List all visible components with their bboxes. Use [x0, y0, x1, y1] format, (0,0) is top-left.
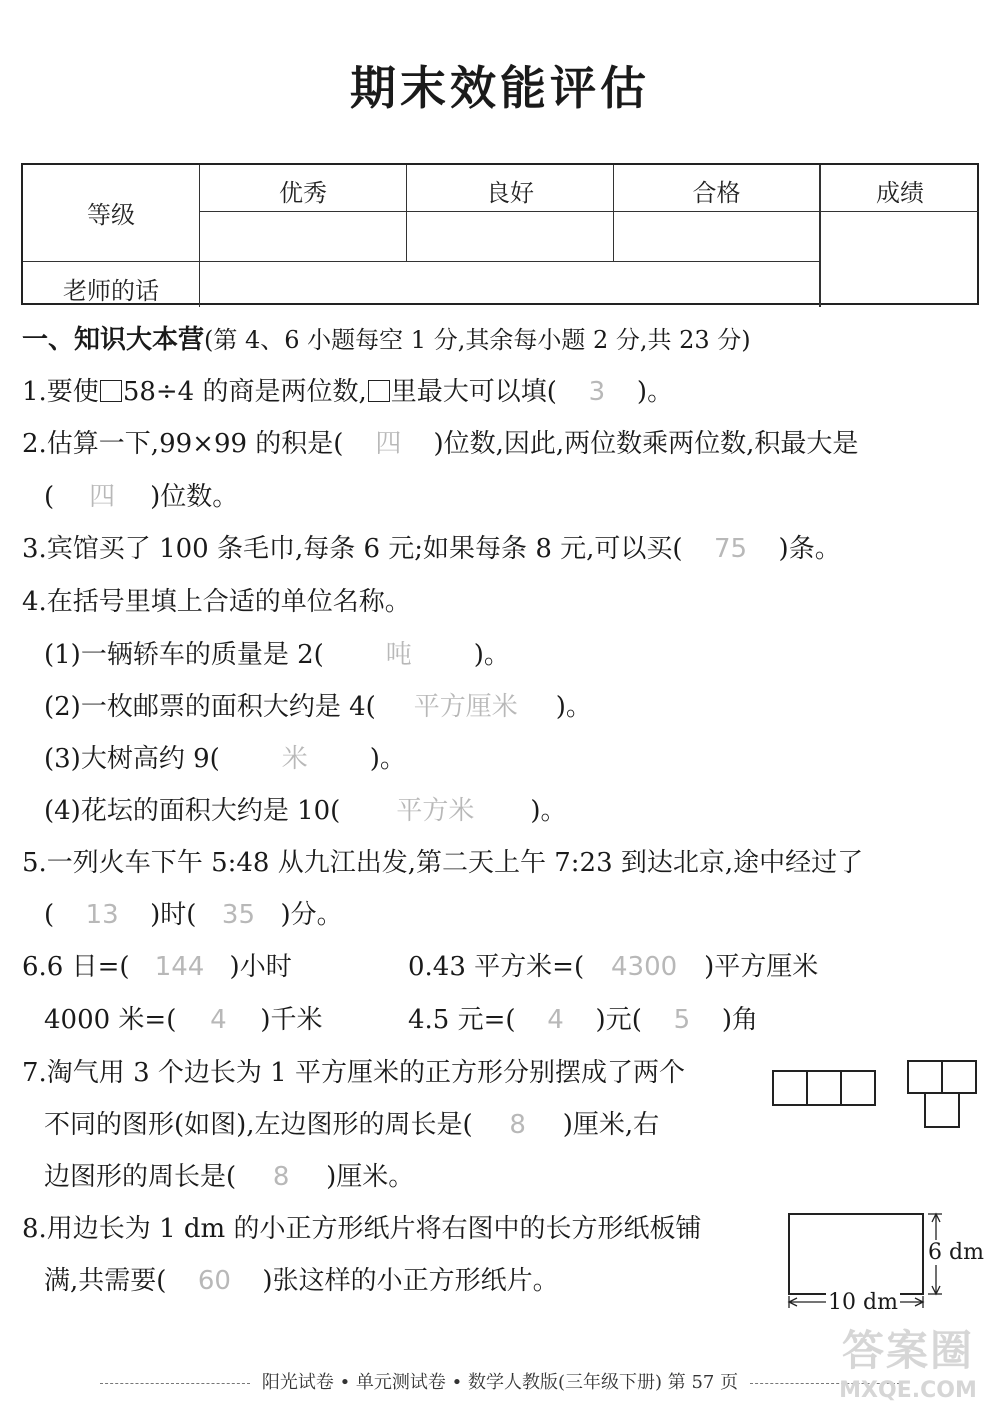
watermark-logo: 答案圈 MXQE.COM — [839, 1326, 977, 1403]
answer-q7-right: 8 — [272, 1162, 290, 1192]
page-title: 期末效能评估 — [350, 61, 650, 115]
question-4: 4.在括号里填上合适的单位名称。 — [22, 587, 411, 617]
answer-q6-2: 4300 — [611, 952, 678, 982]
answer-q2-1: 四 — [375, 429, 402, 459]
question-2-line-2: ( 四 )位数。 — [44, 482, 239, 512]
blank-box-icon — [368, 380, 390, 402]
question-7-line-3: 边图形的周长是( 8 )厘米。 — [44, 1162, 415, 1192]
question-6-line-1: 6.6 日=( 144 )小时 — [22, 952, 292, 982]
question-5-line-1: 5.一列火车下午 5:48 从九江出发,第二天上午 7:23 到达北京,途中经过了 — [22, 848, 864, 878]
answer-q1: 3 — [588, 377, 606, 407]
question-2-line-1: 2.估算一下,99×99 的积是( 四 )位数,因此,两位数乘两位数,积最大是 — [22, 429, 859, 459]
question-4-1: (1)一辆轿车的质量是 2( 吨 )。 — [44, 640, 510, 670]
question-3: 3.宾馆买了 100 条毛巾,每条 6 元;如果每条 8 元,可以买( 75 )条。 — [22, 534, 841, 564]
answer-q5-hours: 13 — [85, 900, 119, 930]
answer-q6-3: 4 — [210, 1005, 227, 1035]
l-shape-squares-figure — [905, 1058, 981, 1130]
board-rectangle — [789, 1214, 923, 1294]
question-7-line-1: 7.淘气用 3 个边长为 1 平方厘米的正方形分别摆成了两个 — [22, 1058, 685, 1088]
grade-label: 等级 — [87, 201, 135, 229]
height-label: 6 dm — [928, 1240, 984, 1265]
answer-q6-1: 144 — [154, 952, 205, 982]
footer-text: 阳光试卷 • 单元测试卷 • 数学人教版(三年级下册) 第 57 页 — [261, 1372, 739, 1393]
question-7-line-2: 不同的图形(如图),左边图形的周长是( 8 )厘米,右 — [44, 1110, 660, 1140]
width-label: 10 dm — [828, 1290, 898, 1315]
answer-q6-4: 4 — [547, 1005, 564, 1035]
answer-q4-4: 平方米 — [396, 796, 475, 826]
answer-q3: 75 — [714, 534, 748, 564]
question-4-2: (2)一枚邮票的面积大约是 4( 平方厘米 )。 — [44, 692, 592, 722]
answer-q6-5: 5 — [673, 1005, 691, 1035]
question-1: 1.要使 58÷4 的商是两位数, 里最大可以填( 3 )。 — [22, 377, 674, 407]
question-4-4: (4)花坛的面积大约是 10( 平方米 )。 — [44, 796, 567, 826]
teacher-comment-label: 老师的话 — [63, 277, 159, 305]
section-heading: 一、知识大本营(第 4、6 小题每空 1 分,其余每小题 2 分,共 23 分) — [22, 325, 751, 355]
grade-excellent: 优秀 — [279, 179, 327, 207]
answer-q4-3: 米 — [281, 744, 308, 774]
answer-q4-1: 吨 — [385, 640, 412, 670]
answer-q4-2: 平方厘米 — [413, 692, 518, 722]
answer-q8: 60 — [197, 1266, 231, 1296]
score-label: 成绩 — [876, 179, 924, 207]
grade-pass: 合格 — [692, 179, 741, 207]
blank-box-icon — [100, 380, 122, 402]
grade-table — [21, 163, 979, 305]
answer-q2-2: 四 — [89, 482, 116, 512]
question-6-line-1b: 0.43 平方米=( 4300 )平方厘米 — [408, 952, 819, 982]
three-squares-row-figure — [770, 1068, 880, 1108]
question-6-line-2: 4000 米=( 4 )千米 — [44, 1005, 323, 1035]
question-8-line-1: 8.用边长为 1 dm 的小正方形纸片将右图中的长方形纸板铺 — [22, 1214, 702, 1244]
question-4-3: (3)大树高约 9( 米 )。 — [44, 744, 406, 774]
question-8-line-2: 满,共需要( 60 )张这样的小正方形纸片。 — [44, 1266, 559, 1296]
question-6-line-2b: 4.5 元=( 4 )元( 5 )角 — [408, 1005, 758, 1035]
answer-q5-minutes: 35 — [221, 900, 255, 930]
grade-good: 良好 — [486, 179, 534, 207]
answer-q7-left: 8 — [509, 1110, 526, 1140]
question-5-line-2: ( 13 )时( 35 )分。 — [44, 900, 343, 930]
